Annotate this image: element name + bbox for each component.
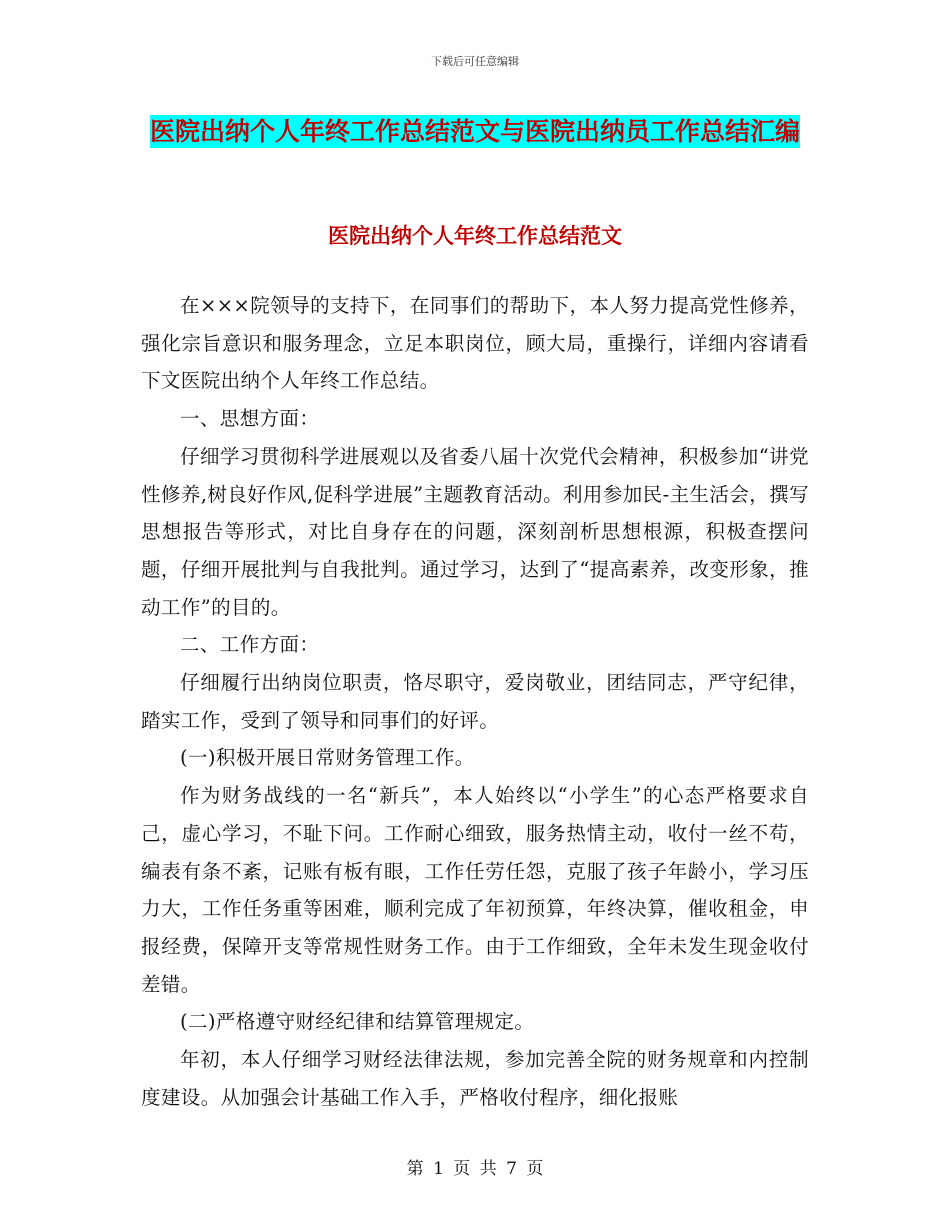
heading-ideology: 一、思想方面： <box>180 407 320 431</box>
document-body <box>141 287 809 1116</box>
paragraph-daily-finance: 作为财务战线的一名“新兵”，本人始终以“小学生”的心态严格要求自己，虚心学习，不耻下问。工作耐心细致，服务热情主动，收付一丝不苟，编表有条不紊，记账有板有眼，工作任劳任怨，克服了孩子年龄小，学习压力大，工作任务重等困难，顺利完成了年初预算，年终决算，催收租金，申报经费，保障开支等常规性财务工作。由于工作细致，全年未发生现金收付差错。 <box>141 784 809 996</box>
heading-work: 二、工作方面： <box>180 633 320 657</box>
section-title: 医院出纳个人年终工作总结范文 <box>328 224 622 248</box>
paragraph-intro: 在×××院领导的支持下，在同事们的帮助下，本人努力提高党性修养，强化宗旨意识和服务理念，立足本职岗位，顾大局，重操行，详细内容请看下文医院出纳个人年终工作总结。 <box>141 294 809 393</box>
page-header-note: 下载后可任意编辑 <box>431 55 519 68</box>
paragraph-work: 仔细履行出纳岗位职责，恪尽职守，爱岗敬业，团结同志，严守纪律，踏实工作，受到了领导和同事们的好评。 <box>141 671 809 732</box>
page-footer: 第 1 页 共 7 页 <box>406 1159 544 1179</box>
subheading-discipline: (二)严格遵守财经纪律和结算管理规定。 <box>180 1010 535 1034</box>
subheading-daily-finance: (一)积极开展日常财务管理工作。 <box>180 746 475 770</box>
document-title <box>140 108 810 156</box>
document-title-text: 医院出纳个人年终工作总结范文与医院出纳员工作总结汇编 <box>149 117 800 146</box>
paragraph-discipline: 年初，本人仔细学习财经法律法规，参加完善全院的财务规章和内控制度建设。从加强会计基础工作入手，严格收付程序，细化报账 <box>141 1048 809 1109</box>
paragraph-ideology: 仔细学习贯彻科学进展观以及省委八届十次党代会精神，积极参加“讲党性修养,树良好作风,促科学进展”主题教育活动。利用参加民-主生活会，撰写思想报告等形式，对比自身存在的问题，深刻剖析思想根源，积极查摆问题，仔细开展批判与自我批判。通过学习，达到了“提高素养，改变形象，推动工作”的目的。 <box>141 444 809 619</box>
